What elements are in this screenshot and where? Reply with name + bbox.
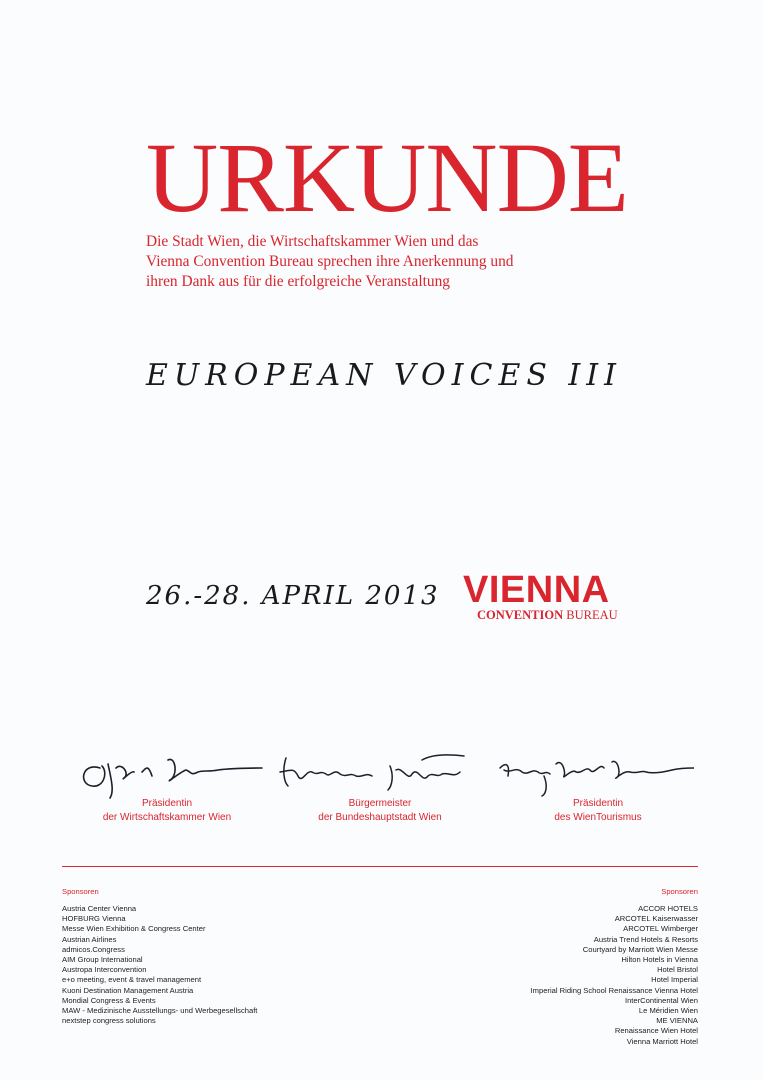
signatory-title: Präsidentin — [141, 798, 193, 809]
signature-2 — [272, 742, 472, 800]
intro-line: Die Stadt Wien, die Wirtschaftskammer Wien und das — [146, 233, 479, 250]
sponsor-item: ME VIENNA — [656, 1016, 698, 1026]
signatory-title: Bürgermeister — [348, 798, 412, 809]
sponsor-item: admicos.Congress — [62, 944, 125, 954]
sponsor-item: Le Méridien Wien — [638, 1006, 698, 1016]
signatory-label-3 — [488, 797, 708, 825]
sponsor-item: InterContinental Wien — [624, 995, 698, 1005]
sponsor-item: MAW - Medizinische Ausstellungs- und Werbegesellschaft — [62, 1006, 258, 1016]
logo-subtitle — [477, 608, 623, 622]
logo-word: VIENNA — [463, 569, 610, 611]
sponsor-item: HOFBURG Vienna — [62, 914, 126, 924]
signatory-org: der Wirtschaftskammer Wien — [102, 812, 232, 823]
sponsors-left-heading: Sponsoren — [62, 887, 99, 896]
sponsor-item: ARCOTEL Wimberger — [623, 924, 698, 934]
sponsor-item: Austria Trend Hotels & Resorts — [593, 934, 698, 944]
divider-rule — [62, 866, 698, 867]
sponsors-right-list — [531, 904, 698, 1047]
intro-text — [146, 232, 616, 292]
sponsor-item: Austropa Interconvention — [62, 965, 147, 975]
signatory-title: Präsidentin — [572, 798, 624, 809]
intro-line: ihren Dank aus für die erfolgreiche Veranstaltung — [146, 273, 450, 290]
signatory-label-1 — [57, 797, 277, 825]
sponsor-item: Hotel Bristol — [657, 965, 698, 975]
intro-line: Vienna Convention Bureau sprechen ihre Anerkennung und — [146, 253, 514, 270]
sponsor-item: Mondial Congress & Events — [62, 995, 156, 1005]
logo-sub-rest: BUREAU — [563, 608, 618, 622]
sponsor-item: Kuoni Destination Management Austria — [62, 985, 194, 995]
vienna-convention-bureau-logo — [463, 569, 623, 622]
sponsor-item: Renaissance Wien Hotel — [614, 1026, 698, 1036]
sponsors-right-heading: Sponsoren — [661, 887, 698, 896]
certificate-title: URKUNDE — [146, 122, 628, 233]
sponsor-item: Imperial Riding School Renaissance Vienna Hotel — [530, 985, 698, 995]
sponsor-item: Austria Center Vienna — [62, 904, 137, 913]
signature-3-drawing — [494, 742, 694, 800]
signature-2-drawing — [272, 742, 472, 800]
sponsor-item: ARCOTEL Kaiserwasser — [614, 914, 698, 924]
sponsor-item: e+o meeting, event & travel management — [62, 975, 202, 985]
event-dates: 26.-28. APRIL 2013 — [146, 581, 440, 611]
sponsors-left-list — [62, 904, 257, 1026]
signature-3 — [494, 742, 694, 800]
sponsor-item: Hotel Imperial — [651, 975, 698, 985]
sponsor-item: Austrian Airlines — [62, 934, 117, 944]
signatory-label-2 — [270, 797, 490, 825]
signature-1-drawing — [72, 742, 272, 800]
signatory-org: des WienTourismus — [554, 812, 642, 823]
signatory-org: der Bundeshauptstadt Wien — [318, 812, 442, 823]
event-name: EUROPEAN VOICES III — [146, 358, 622, 393]
sponsor-item: ACCOR HOTELS — [638, 904, 698, 913]
sponsor-item: Courtyard by Marriott Wien Messe — [582, 944, 698, 954]
logo-sub-bold: CONVENTION — [477, 608, 564, 622]
signature-1 — [72, 742, 272, 800]
sponsor-item: Messe Wien Exhibition & Congress Center — [62, 924, 206, 934]
sponsor-item: AIM Group International — [62, 955, 143, 965]
sponsor-item: Hilton Hotels in Vienna — [621, 955, 698, 965]
sponsor-item: Vienna Marriott Hotel — [626, 1036, 698, 1046]
sponsor-item: nextstep congress solutions — [62, 1016, 156, 1026]
